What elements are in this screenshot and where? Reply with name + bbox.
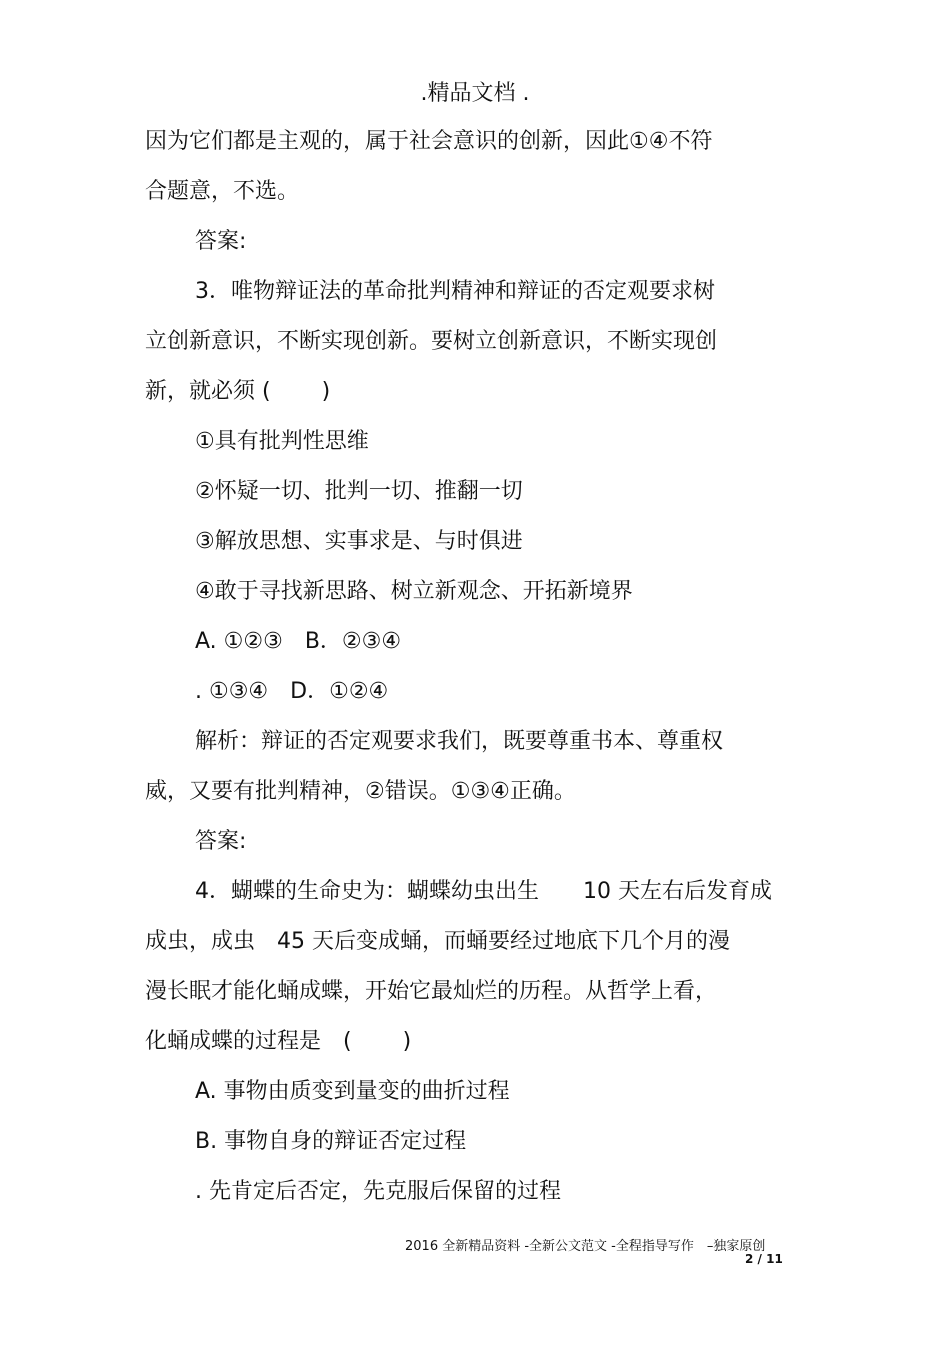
option-line: ①具有批判性思维 [195,429,369,454]
text-line: 成虫，成虫 45 天后变成蛹，而蛹要经过地底下几个月的漫 [145,929,730,954]
text-line: 新，就必须 ( ) [145,379,331,404]
answer-label: 答案: [195,829,247,854]
choice-line: . ①③④ D．①②④ [195,679,389,704]
option-line: ③解放思想、实事求是、与时俱进 [195,529,523,554]
text-line: 化蛹成蝶的过程是 ( ) [145,1029,412,1054]
option-line: ④敢于寻找新思路、树立新观念、开拓新境界 [195,579,633,604]
choice-line: A. ①②③ B．②③④ [195,629,402,654]
text-line: 威，又要有批判精神，②错误。①③④正确。 [145,779,576,804]
choice-line: A. 事物由质变到量变的曲折过程 [195,1079,510,1104]
text-line: 因为它们都是主观的，属于社会意识的创新，因此①④不符 [145,129,713,154]
page-number: 2 / 11 [745,1252,783,1266]
option-line: ②怀疑一切、批判一切、推翻一切 [195,479,523,504]
question-4-text: 4．蝴蝶的生命史为：蝴蝶幼虫出生 10 天左右后发育成 [195,879,772,904]
answer-label: 答案: [195,229,247,254]
analysis-line: 解析：辩证的否定观要求我们，既要尊重书本、尊重权 [195,729,724,754]
page-footer: 2016 全新精品资料 -全新公文范文 -全程指导写作 –独家原创 [405,1239,766,1254]
text-line: 立创新意识，不断实现创新。要树立创新意识，不断实现创 [145,329,718,354]
text-line: 漫长眠才能化蛹成蝶，开始它最灿烂的历程。从哲学上看， [145,979,718,1004]
page-header: .精品文档 . [420,81,530,106]
text-line: 合题意，不选。 [145,179,300,204]
question-3-text: 3．唯物辩证法的革命批判精神和辩证的否定观要求树 [195,279,715,304]
choice-line: . 先肯定后否定，先克服后保留的过程 [195,1179,561,1204]
choice-line: B. 事物自身的辩证否定过程 [195,1129,467,1154]
